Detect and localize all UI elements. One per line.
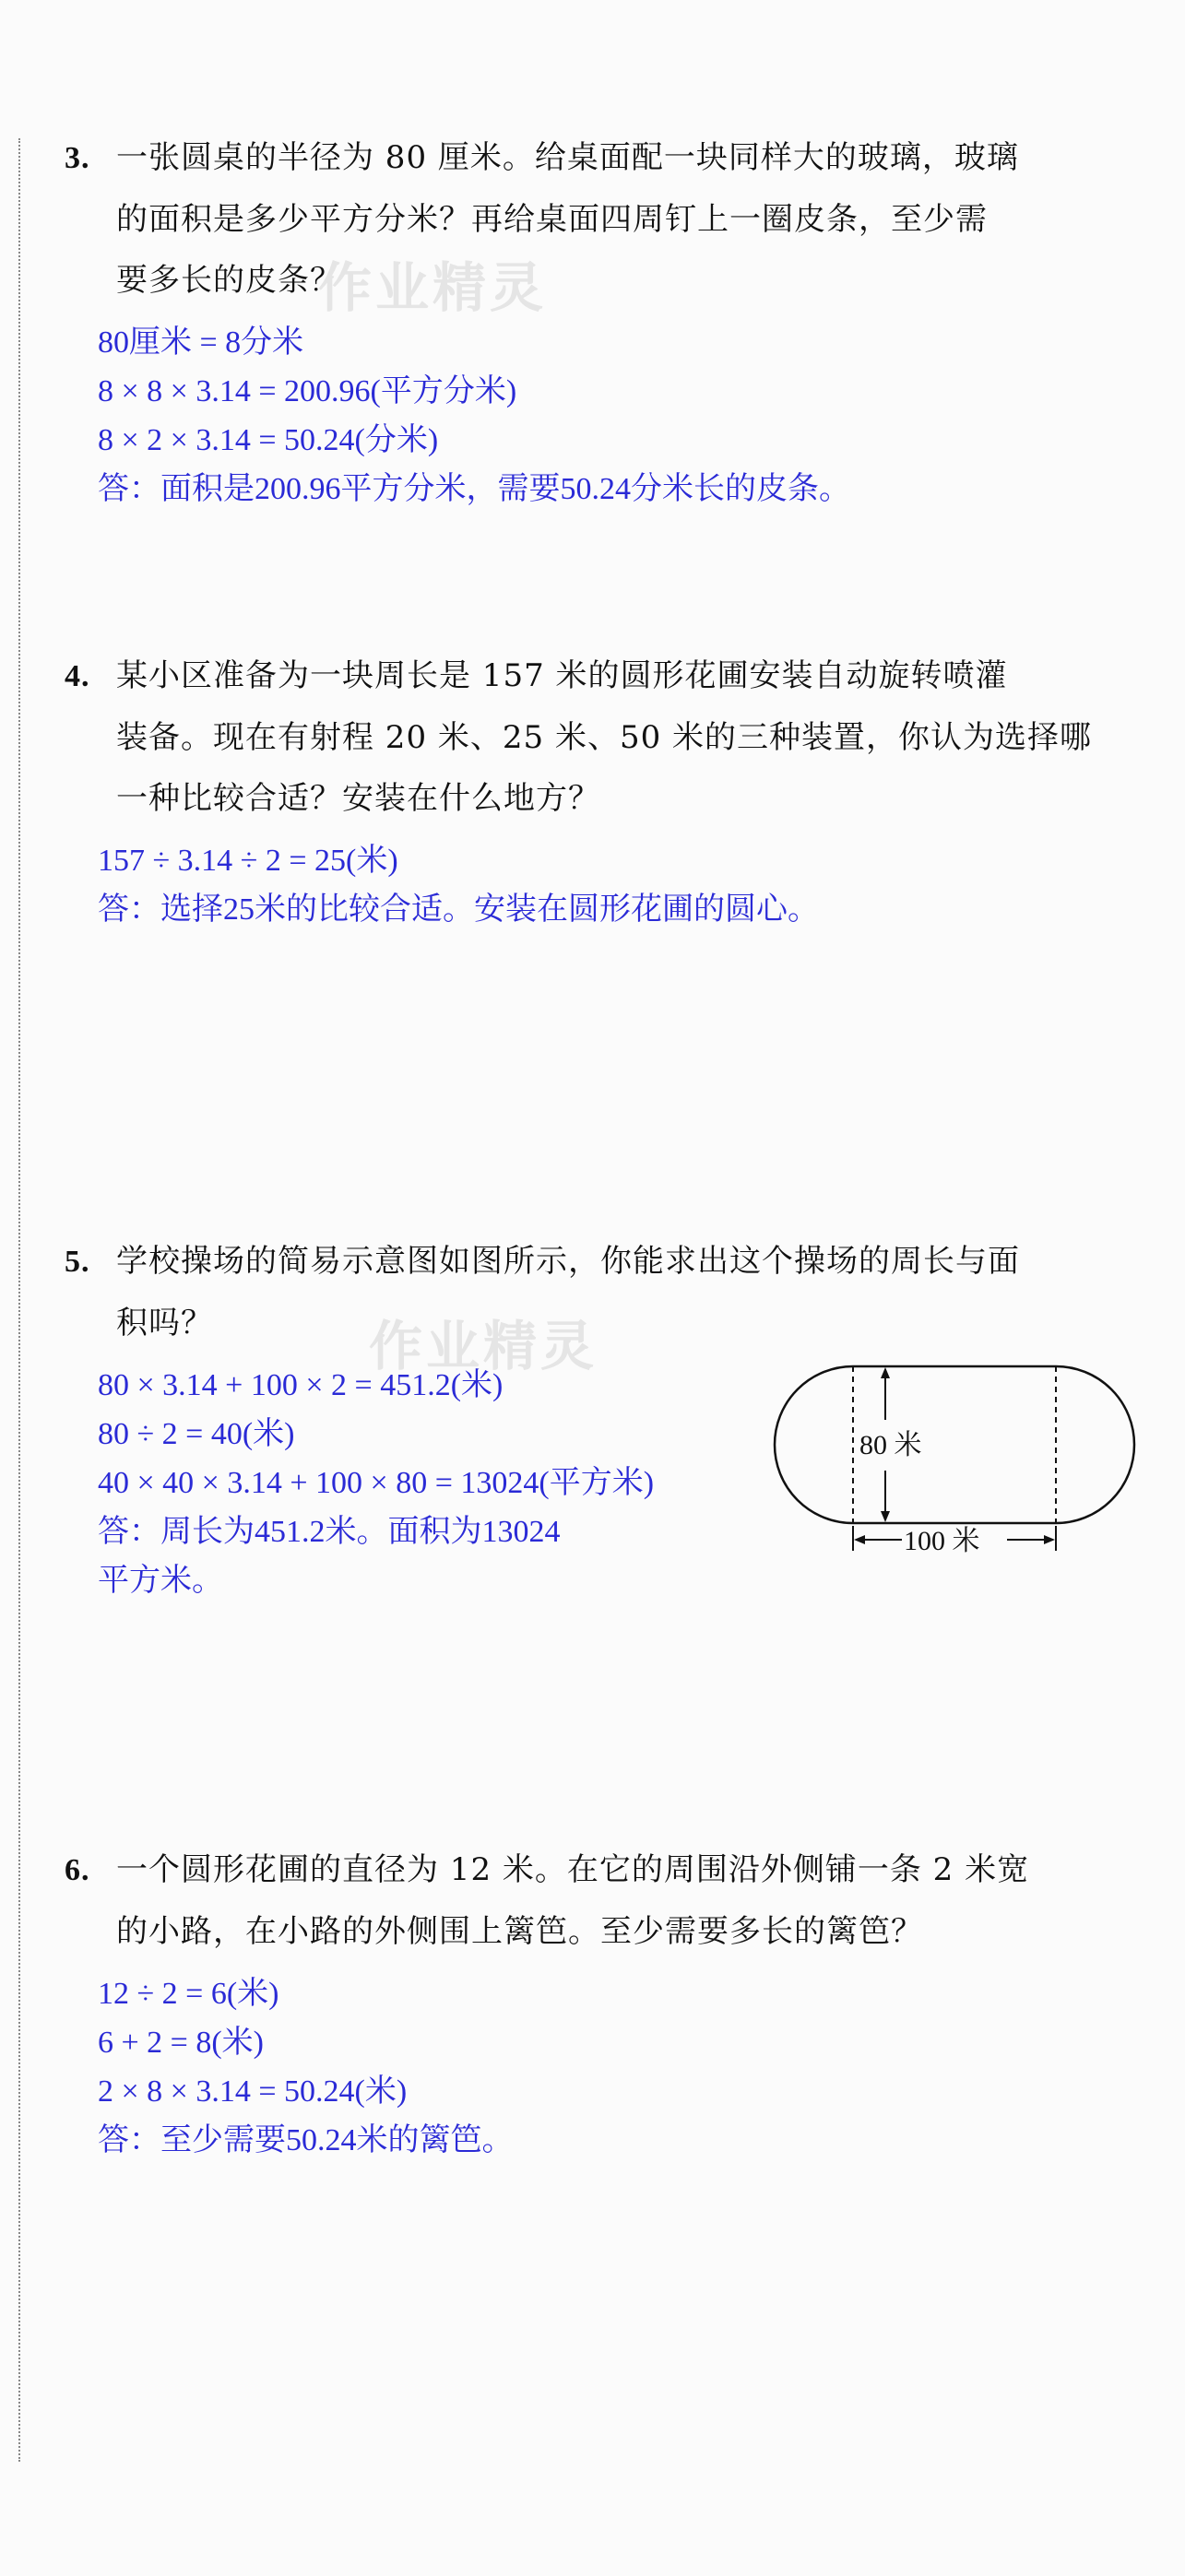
question-line: 要多长的皮条？ xyxy=(116,262,342,299)
answer-line: 2 × 8 × 3.14 = 50.24(米) xyxy=(98,2074,408,2109)
problem-number: 4. xyxy=(65,659,90,693)
problem-number: 3. xyxy=(65,141,90,175)
answer-line: 8 × 2 × 3.14 = 50.24(分米) xyxy=(98,423,439,457)
length-label: 100 米 xyxy=(904,1526,980,1556)
problem-number: 5. xyxy=(65,1245,90,1279)
answer-line: 平方米。 xyxy=(98,1564,223,1598)
answer-block xyxy=(98,836,1144,934)
question-line: 积吗？ xyxy=(116,1305,213,1341)
question-line: 一个圆形花圃的直径为 12 米。在它的周围沿外侧铺一条 2 米宽 xyxy=(116,1851,1030,1888)
answer-block xyxy=(98,318,1144,514)
answer-block xyxy=(98,1969,1144,2165)
watermark: 作业精灵 xyxy=(369,1315,598,1377)
answer-line: 答：至少需要50.24米的篱笆。 xyxy=(98,2123,514,2157)
problem-4 xyxy=(65,645,1144,934)
answer-line: 12 ÷ 2 = 6(米) xyxy=(98,1977,279,2011)
answer-line: 答：选择25米的比较合适。安装在圆形花圃的圆心。 xyxy=(98,892,819,927)
question-line: 一张圆桌的半径为 80 厘米。给桌面配一块同样大的玻璃，玻璃 xyxy=(116,139,1019,176)
answer-line: 40 × 40 × 3.14 + 100 × 80 = 13024(平方米) xyxy=(98,1466,655,1500)
answer-line: 80厘米 = 8分米 xyxy=(98,325,304,360)
stadium-outline xyxy=(775,1366,1134,1523)
problem-3 xyxy=(65,127,1144,514)
question-line: 的面积是多少平方分米？再给桌面四周钉上一圈皮条，至少需 xyxy=(116,201,988,238)
answer-line: 157 ÷ 3.14 ÷ 2 = 25(米) xyxy=(98,844,398,878)
answer-line: 80 × 3.14 + 100 × 2 = 451.2(米) xyxy=(98,1368,504,1402)
question-line: 某小区准备为一块周长是 157 米的圆形花圃安装自动旋转喷灌 xyxy=(116,657,1008,694)
watermark: 作业精灵 xyxy=(318,256,548,319)
question-line: 装备。现在有射程 20 米、25 米、50 米的三种装置，你认为选择哪 xyxy=(116,719,1093,756)
answer-line: 答：面积是200.96平方分米，需要50.24分米长的皮条。 xyxy=(98,472,850,506)
answer-line: 答：周长为451.2米。面积为13024 xyxy=(98,1515,561,1549)
height-label: 80 米 xyxy=(859,1430,922,1460)
question-line: 的小路，在小路的外侧围上篱笆。至少需要多长的篱笆？ xyxy=(116,1913,923,1950)
problem-number: 6. xyxy=(65,1853,90,1887)
answer-line: 6 + 2 = 8(米) xyxy=(98,2026,264,2060)
answer-line: 80 ÷ 2 = 40(米) xyxy=(98,1417,295,1451)
problem-6 xyxy=(65,1839,1144,2165)
playground-diagram xyxy=(765,1355,1153,1586)
answer-line: 8 × 8 × 3.14 = 200.96(平方分米) xyxy=(98,374,517,408)
question-line: 一种比较合适？安装在什么地方？ xyxy=(116,780,600,817)
binding-margin-line xyxy=(18,138,20,2462)
question-line: 学校操场的简易示意图如图所示，你能求出这个操场的周长与面 xyxy=(116,1243,1020,1280)
